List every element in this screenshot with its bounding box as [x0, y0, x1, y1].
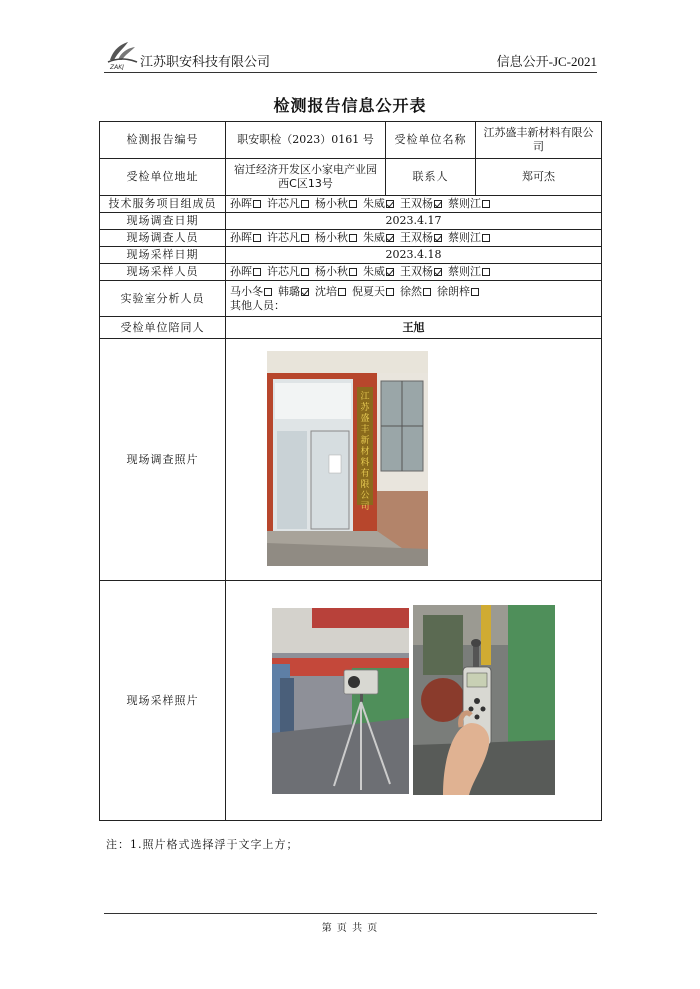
staff-name: 徐朗梓: [437, 284, 470, 298]
unchecked-box-icon: [301, 234, 309, 242]
staff-item: [278, 285, 312, 298]
staff-item: [363, 265, 397, 278]
staff-item: [315, 265, 360, 278]
staff-item: [400, 285, 434, 298]
team-checklist: [226, 196, 602, 213]
sampling-staff-checklist: [226, 264, 602, 281]
report-no-value: 职安职检（2023）0161 号: [226, 122, 386, 159]
staff-name: 许芯凡: [267, 197, 300, 210]
staff-name: 沈培: [315, 284, 337, 298]
company-name: 江苏职安科技有限公司: [140, 55, 271, 70]
staff-item: [400, 231, 445, 244]
staff-item: [448, 265, 493, 278]
sampling-date-value: 2023.4.18: [226, 247, 602, 264]
note-text: 注：1.照片格式选择浮于文字上方；: [106, 838, 299, 851]
unchecked-box-icon: [253, 234, 261, 242]
staff-name: 许芯凡: [267, 265, 300, 278]
footer-rule: [104, 913, 597, 914]
staff-item: [352, 285, 397, 298]
staff-name: 孙晖: [230, 231, 252, 244]
sign-board-text: 江苏盛丰新材料有限公司: [360, 392, 370, 512]
staff-name: 朱威: [363, 265, 385, 278]
staff-name: 蔡则江: [448, 231, 481, 244]
staff-name: 蔡则江: [448, 265, 481, 278]
sampling-date-label: 现场采样日期: [100, 247, 226, 264]
checked-box-icon: [386, 200, 394, 208]
staff-name: 朱威: [363, 231, 385, 244]
staff-name: 孙晖: [230, 265, 252, 278]
checked-box-icon: [434, 234, 442, 242]
staff-name: 倪夏天: [352, 284, 385, 298]
document-code: 信息公开-JC-2021: [496, 54, 597, 69]
staff-item: [400, 265, 445, 278]
staff-item: [230, 231, 264, 244]
survey-date-label: 现场调查日期: [100, 213, 226, 230]
sampling-photo-label: 现场采样照片: [100, 581, 226, 821]
staff-name: 马小冬: [230, 284, 263, 298]
report-info-table: [99, 121, 602, 821]
unchecked-box-icon: [253, 268, 261, 276]
unchecked-box-icon: [349, 234, 357, 242]
staff-name: 王双杨: [400, 265, 433, 278]
checked-box-icon: [386, 268, 394, 276]
survey-staff-checklist: [226, 230, 602, 247]
staff-item: [363, 197, 397, 210]
unchecked-box-icon: [482, 268, 490, 276]
checked-box-icon: [434, 200, 442, 208]
sampling-staff-label: 现场采样人员: [100, 264, 226, 281]
lab-other-staff: 其他人员：: [230, 298, 285, 312]
unchecked-box-icon: [253, 200, 261, 208]
survey-staff-label: 现场调查人员: [100, 230, 226, 247]
staff-name: 杨小秋: [315, 231, 348, 244]
unchecked-box-icon: [301, 200, 309, 208]
client-address-label: 受检单位地址: [100, 159, 226, 196]
staff-item: [230, 265, 264, 278]
staff-name: 杨小秋: [315, 265, 348, 278]
sampling-photo-sampler: [272, 608, 409, 794]
unchecked-box-icon: [338, 288, 346, 296]
sampling-photo-cell: [226, 581, 602, 821]
staff-item: [267, 265, 312, 278]
staff-name: 韩璐: [278, 284, 300, 298]
client-name-value: 江苏盛丰新材料有限公司: [476, 122, 602, 159]
lab-staff-checklist: [230, 285, 597, 299]
staff-item: [230, 285, 275, 298]
staff-item: [315, 231, 360, 244]
logo-text: ZAKJ: [110, 64, 124, 70]
survey-photo-cell: [226, 339, 602, 581]
staff-name: 蔡则江: [448, 197, 481, 210]
unchecked-box-icon: [349, 268, 357, 276]
page-title: 检测报告信息公开表: [273, 96, 427, 115]
staff-item: [315, 285, 349, 298]
staff-name: 徐然: [400, 284, 422, 298]
staff-name: 王双杨: [400, 231, 433, 244]
survey-photo-label: 现场调查照片: [100, 339, 226, 581]
unchecked-box-icon: [349, 200, 357, 208]
report-no-label: 检测报告编号: [100, 122, 226, 159]
unchecked-box-icon: [386, 288, 394, 296]
unchecked-box-icon: [482, 234, 490, 242]
client-name-label: 受检单位名称: [386, 122, 476, 159]
company-logo-icon: [104, 38, 140, 70]
unchecked-box-icon: [482, 200, 490, 208]
contact-label: 联系人: [386, 159, 476, 196]
lab-staff-cell: [226, 281, 602, 317]
staff-name: 许芯凡: [267, 231, 300, 244]
unchecked-box-icon: [264, 288, 272, 296]
staff-item: [267, 231, 312, 244]
page-number: 第 页 共 页: [321, 923, 379, 934]
survey-photo: [267, 351, 428, 566]
team-label: 技术服务项目组成员: [100, 196, 226, 213]
staff-item: [448, 197, 493, 210]
staff-item: [437, 285, 482, 298]
escort-label: 受检单位陪同人: [100, 317, 226, 339]
staff-item: [363, 231, 397, 244]
staff-name: 杨小秋: [315, 197, 348, 210]
survey-date-value: 2023.4.17: [226, 213, 602, 230]
unchecked-box-icon: [423, 288, 431, 296]
lab-staff-label: 实验室分析人员: [100, 281, 226, 317]
checked-box-icon: [434, 268, 442, 276]
staff-item: [315, 197, 360, 210]
staff-item: [400, 197, 445, 210]
contact-value: 郑可杰: [476, 159, 602, 196]
escort-value: 王旭: [226, 317, 602, 339]
unchecked-box-icon: [471, 288, 479, 296]
staff-item: [267, 197, 312, 210]
staff-name: 孙晖: [230, 197, 252, 210]
staff-name: 朱威: [363, 197, 385, 210]
checked-box-icon: [386, 234, 394, 242]
checked-box-icon: [301, 288, 309, 296]
page-header: [104, 38, 597, 73]
sampling-photo-meter: [413, 605, 555, 795]
staff-item: [448, 231, 493, 244]
client-address-value: 宿迁经济开发区小家电产业园西C区13号: [226, 159, 386, 196]
staff-item: [230, 197, 264, 210]
staff-name: 王双杨: [400, 197, 433, 210]
unchecked-box-icon: [301, 268, 309, 276]
